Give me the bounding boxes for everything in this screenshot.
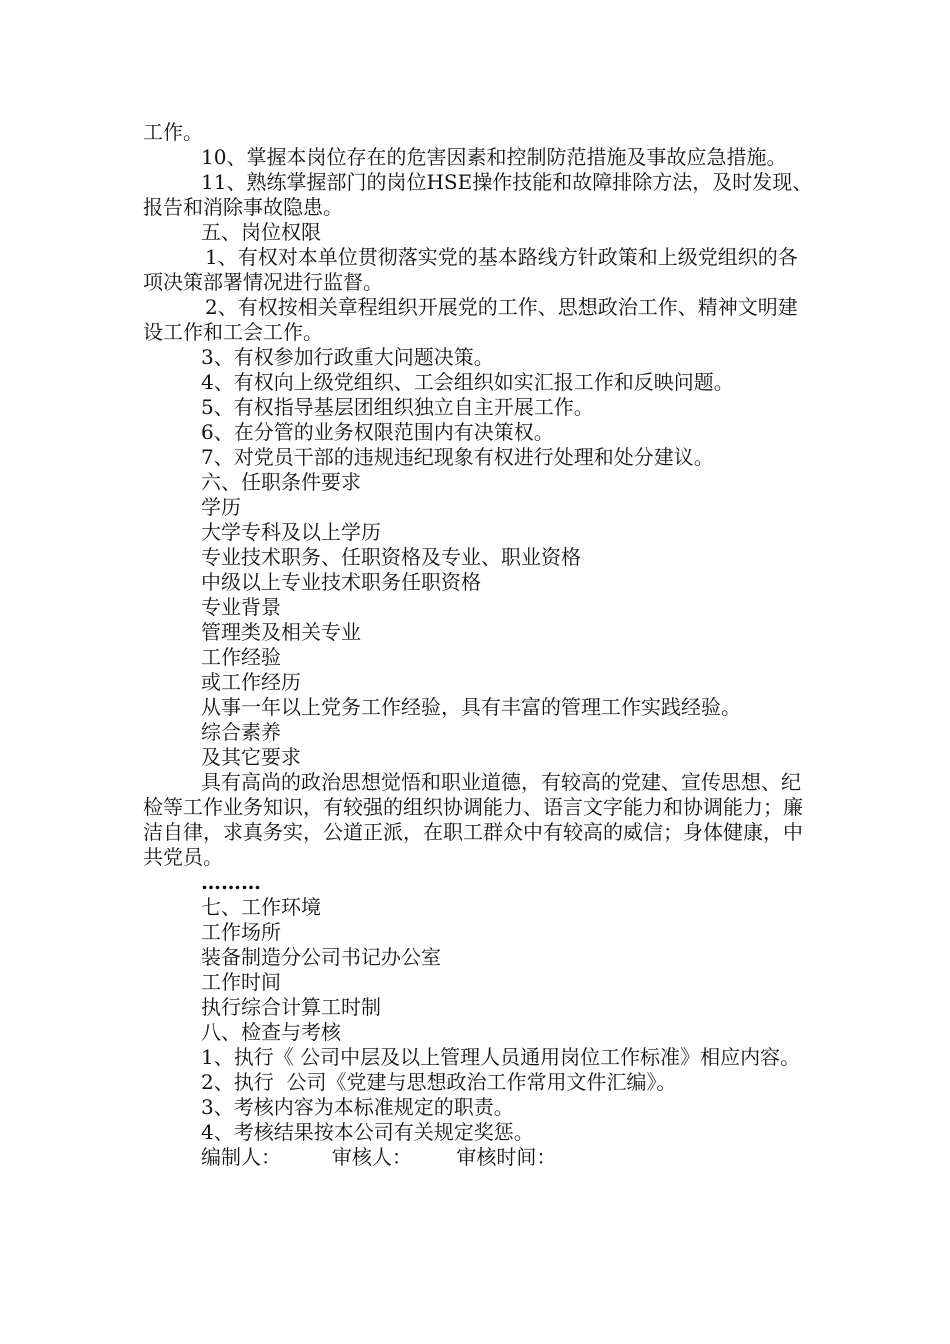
text-line: 学历 — [201, 495, 241, 519]
text-line: 6、在分管的业务权限范围内有决策权。 — [201, 420, 554, 444]
text-line: 2、有权按相关章程组织开展党的工作、思想政治工作、精神文明建设工作和工会工作。 — [143, 295, 798, 344]
text-line: 3、有权参加行政重大问题决策。 — [201, 345, 494, 369]
text-line: 大学专科及以上学历 — [201, 520, 381, 544]
text-line: 4、有权向上级党组织、工会组织如实汇报工作和反映问题。 — [201, 370, 734, 394]
section-heading: 六、任职条件要求 — [201, 470, 361, 494]
document-body — [143, 120, 813, 1170]
text-line: 11、熟练掌握部门的岗位HSE操作技能和故障排除方法，及时发现、报告和消除事故隐患。 — [143, 170, 813, 219]
text-line: 及其它要求 — [201, 745, 301, 769]
text-line: 工作。 — [143, 120, 203, 144]
text-line: 专业技术职务、任职资格及专业、职业资格 — [201, 545, 581, 569]
section-heading: 八、检查与考核 — [201, 1020, 341, 1044]
text-line: 5、有权指导基层团组织独立自主开展工作。 — [201, 395, 594, 419]
text-line: 工作经验 — [201, 645, 281, 669]
text-line: 中级以上专业技术职务任职资格 — [201, 570, 481, 594]
text-line: 10、掌握本岗位存在的危害因素和控制防范措施及事故应急措施。 — [201, 145, 787, 169]
text-line: 从事一年以上党务工作经验，具有丰富的管理工作实践经验。 — [201, 695, 741, 719]
text-line: 2、执行 公司《党建与思想政治工作常用文件汇编》。 — [201, 1070, 677, 1094]
text-line: 管理类及相关专业 — [201, 620, 361, 644]
text-line: 3、考核内容为本标准规定的职责。 — [201, 1095, 514, 1119]
text-line: 装备制造分公司书记办公室 — [201, 945, 441, 969]
text-line: 专业背景 — [201, 595, 281, 619]
text-line: 具有高尚的政治思想觉悟和职业道德，有较高的党建、宣传思想、纪检等工作业务知识，有较强的组织协调能力、语言文字能力和协调能力；廉洁自律，求真务实，公道正派，在职工群众中有较高的威信；身体健康，中共党员。 — [143, 770, 803, 869]
text-line: 工作场所 — [201, 920, 281, 944]
section-heading: 七、工作环境 — [201, 895, 321, 919]
text-line: 综合素养 — [201, 720, 281, 744]
text-line: 工作时间 — [201, 970, 281, 994]
text-line: 1、有权对本单位贯彻落实党的基本路线方针政策和上级党组织的各项决策部署情况进行监督。 — [143, 245, 798, 294]
text-line: 7、对党员干部的违规违纪现象有权进行处理和处分建议。 — [201, 445, 714, 469]
text-line: 执行综合计算工时制 — [201, 995, 381, 1019]
section-heading: 五、岗位权限 — [201, 220, 321, 244]
text-line: 4、考核结果按本公司有关规定奖惩。 — [201, 1120, 534, 1144]
text-line: 或工作经历 — [201, 670, 301, 694]
text-line: 1、执行《 公司中层及以上管理人员通用岗位工作标准》相应内容。 — [201, 1045, 801, 1069]
signature-line: 编制人： 审核人： 审核时间： — [201, 1145, 557, 1169]
ellipsis-line: ……… — [201, 870, 261, 894]
